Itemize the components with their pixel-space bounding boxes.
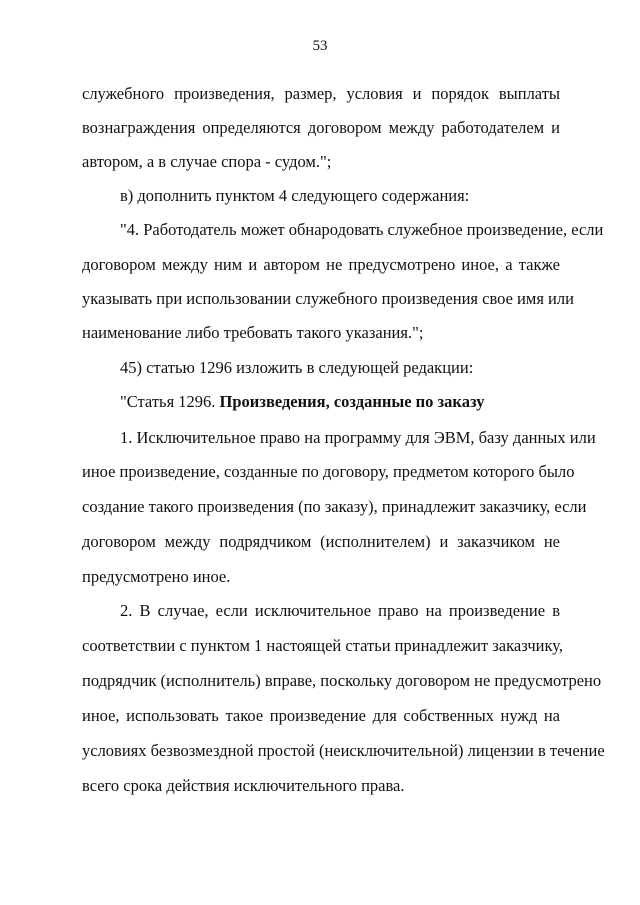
text-line: договором между подрядчиком (исполнителем) и заказчиком не xyxy=(82,532,560,551)
text-line: "4. Работодатель может обнародовать служебное произведение, если xyxy=(120,220,604,239)
article-heading xyxy=(120,392,484,412)
text-line: подрядчик (исполнитель) вправе, поскольку договором не предусмотрено xyxy=(82,671,602,690)
text-line: служебного произведения, размер, условия и порядок выплаты xyxy=(82,84,560,103)
article-title: Произведения, созданные по заказу xyxy=(219,392,485,411)
text-line: договором между ним и автором не предусмотрено иное, а также xyxy=(82,255,560,274)
page-number: 53 xyxy=(312,38,328,54)
text-line: создание такого произведения (по заказу), принадлежит заказчику, если xyxy=(82,497,587,516)
text-line: 2. В случае, если исключительное право на произведение в xyxy=(120,601,560,620)
text-line: условиях безвозмездной простой (неисключительной) лицензии в течение xyxy=(82,741,605,760)
text-line: наименование либо требовать такого указания."; xyxy=(82,323,424,342)
text-line: 1. Исключительное право на программу для ЭВМ, базу данных или xyxy=(120,428,596,447)
text-line: предусмотрено иное. xyxy=(82,567,231,586)
text-line: соответствии с пунктом 1 настоящей статьи принадлежит заказчику, xyxy=(82,636,564,655)
text-line: иное, использовать такое произведение для собственных нужд на xyxy=(82,706,560,725)
text-line: указывать при использовании служебного произведения свое имя или xyxy=(82,289,574,308)
text-line: всего срока действия исключительного права. xyxy=(82,776,405,795)
article-number: "Статья 1296. xyxy=(120,392,220,411)
text-line: в) дополнить пунктом 4 следующего содержания: xyxy=(120,186,470,205)
text-line: вознаграждения определяются договором между работодателем и xyxy=(82,118,560,137)
text-line: автором, а в случае спора - судом."; xyxy=(82,152,332,171)
text-line: 45) статью 1296 изложить в следующей редакции: xyxy=(120,358,474,377)
text-line: иное произведение, созданные по договору, предметом которого было xyxy=(82,462,575,481)
